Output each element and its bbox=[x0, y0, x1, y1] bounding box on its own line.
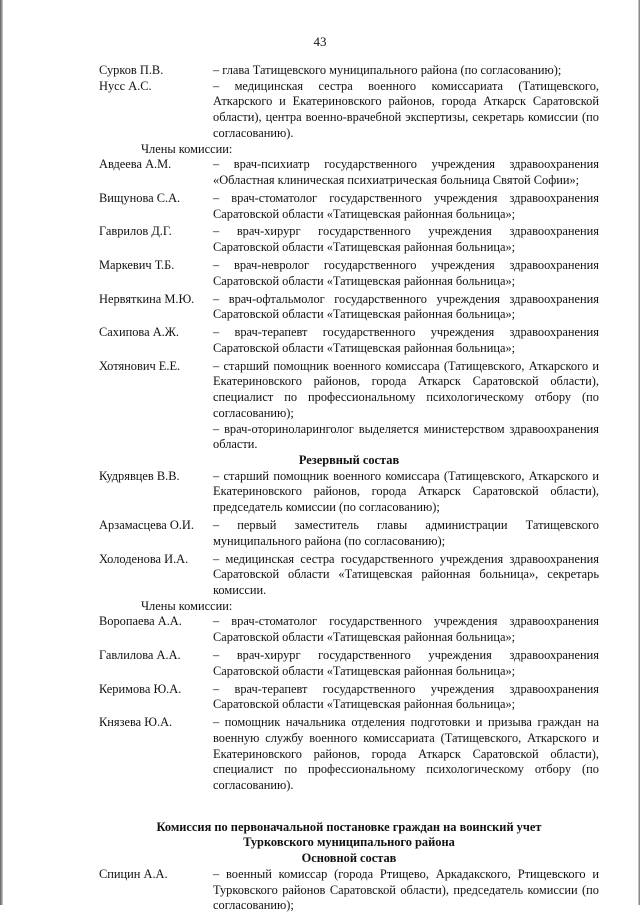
member-role: – врач-невролог государственного учреждения здравоохранения Саратовской области «Татищевская районная больница»; bbox=[213, 258, 599, 288]
member-name: Князева Ю.А. bbox=[99, 715, 173, 730]
member-role: – врач-стоматолог государственного учреждения здравоохранения Саратовской области «Татищевская районная больница»; bbox=[213, 614, 599, 645]
list-item bbox=[99, 552, 599, 599]
member-role: – врач-стоматолог государственного учреждения здравоохранения Саратовской области «Татищевская районная больница»; bbox=[213, 190, 599, 221]
member-role: – врач-терапевт государственного учреждения здравоохранения Саратовской области «Татищевская районная больница»; bbox=[213, 325, 599, 355]
commission-heading-line2: Турковского муниципального района bbox=[243, 835, 455, 850]
list-item bbox=[99, 157, 599, 188]
member-role: – врач-терапевт государственного учреждения здравоохранения Саратовской области «Татищевская районная больница»; bbox=[213, 681, 599, 712]
member-name: Сахипова А.Ж. bbox=[99, 325, 179, 340]
member-name: Керимова Ю.А. bbox=[99, 681, 182, 696]
member-role: – старший помощник военного комиссара (Татищевского, Аткарского и Екатериновского районов, города Аткарск Саратовской области), специалист по профессиональному психологическому отбору (по согласованию); bbox=[213, 358, 599, 420]
list-item bbox=[99, 867, 599, 914]
member-name: Воропаева А.А. bbox=[99, 614, 182, 629]
list-item bbox=[99, 682, 599, 713]
list-item bbox=[99, 325, 599, 356]
list-item bbox=[99, 715, 599, 794]
member-name: Сурков П.В. bbox=[99, 63, 164, 77]
member-name: Авдеева А.М. bbox=[99, 157, 172, 172]
member-name: Нервяткина М.Ю. bbox=[99, 291, 195, 306]
member-role: – медицинская сестра государственного учреждения здравоохранения Саратовской области «Татищевская районная больница», секретарь комиссии. bbox=[213, 551, 599, 597]
page-number: 43 bbox=[313, 34, 327, 49]
commission-heading bbox=[99, 820, 599, 867]
member-role: – врач-офтальмолог государственного учреждения здравоохранения Саратовской области «Татищевская районная больница»; bbox=[213, 291, 599, 322]
member-role: – врач-психиатр государственного учреждения здравоохранения «Областная клиническая психиатрическая больница Святой Софии»; bbox=[213, 157, 599, 187]
member-name: Холоденова И.А. bbox=[99, 551, 189, 566]
member-role: – военный комиссар (города Ртищево, Аркадакского, Ртищевского и Турковского районов Саратовской области), председатель комиссии (по согласованию); bbox=[213, 866, 599, 913]
members-label: Члены комиссии: bbox=[141, 598, 233, 613]
member-role: – врач-хирург государственного учреждения здравоохранения Саратовской области «Татищевская районная больница»; bbox=[213, 224, 599, 255]
member-role: – медицинская сестра военного комиссариата (Татищевского, Аткарского и Екатериновского районов, города Аткарск Саратовской области), центра военно-врачебной экспертизы, секретарь комиссии (по согласованию). bbox=[213, 78, 599, 140]
member-name: Вищунова С.А. bbox=[99, 190, 181, 205]
member-name: Гаврилов Д.Г. bbox=[99, 224, 172, 239]
list-item bbox=[99, 258, 599, 289]
member-role: – первый заместитель главы администрации Татищевского муниципального района (по согласованию); bbox=[213, 518, 599, 548]
list-item bbox=[99, 648, 599, 679]
member-name: Хотянович Е.Е. bbox=[99, 358, 181, 373]
list-item bbox=[99, 79, 599, 142]
list-item bbox=[99, 191, 599, 222]
list-item bbox=[99, 614, 599, 645]
scan-edge-left bbox=[0, 0, 3, 905]
member-name: Кудрявцев В.В. bbox=[99, 468, 180, 483]
list-item bbox=[99, 63, 599, 79]
extra-note: – врач-оториноларинголог выделяется министерством здравоохранения области. bbox=[213, 421, 599, 452]
member-name: Спицин А.А. bbox=[99, 866, 168, 881]
member-name: Нусс А.С. bbox=[99, 78, 152, 93]
commission-heading-line1: Комиссия по первоначальной постановке граждан на воинский учет bbox=[156, 819, 542, 834]
member-role: – врач-хирург государственного учреждения здравоохранения Саратовской области «Татищевская районная больница»; bbox=[213, 648, 599, 678]
member-name: Гавлилова А.А. bbox=[99, 648, 181, 662]
document-body bbox=[99, 63, 599, 914]
list-item bbox=[99, 292, 599, 323]
list-item bbox=[99, 469, 599, 516]
member-name: Арзамасцева О.И. bbox=[99, 518, 194, 532]
list-item bbox=[99, 224, 599, 255]
member-name: Маркевич Т.Б. bbox=[99, 258, 175, 272]
reserve-heading: Резервный состав bbox=[298, 453, 400, 467]
member-role: – глава Татищевского муниципального района (по согласованию); bbox=[213, 63, 562, 77]
members-label: Члены комиссии: bbox=[141, 141, 233, 156]
list-item bbox=[99, 359, 599, 422]
commission-heading-line3: Основной состав bbox=[301, 851, 397, 866]
list-item bbox=[99, 518, 599, 549]
member-role: – помощник начальника отделения подготовки и призыва граждан на военную службу военного комиссариата (Татищевского, Аткарского и Екатериновского районов, города Аткарск Саратовской области), специалист по профессиональному психологическому отбору (по согласованию). bbox=[213, 715, 599, 792]
member-role: – старший помощник военного комиссара (Татищевского, Аткарского и Екатериновского районов, города Аткарск Саратовской области), председатель комиссии (по согласованию); bbox=[213, 468, 599, 515]
